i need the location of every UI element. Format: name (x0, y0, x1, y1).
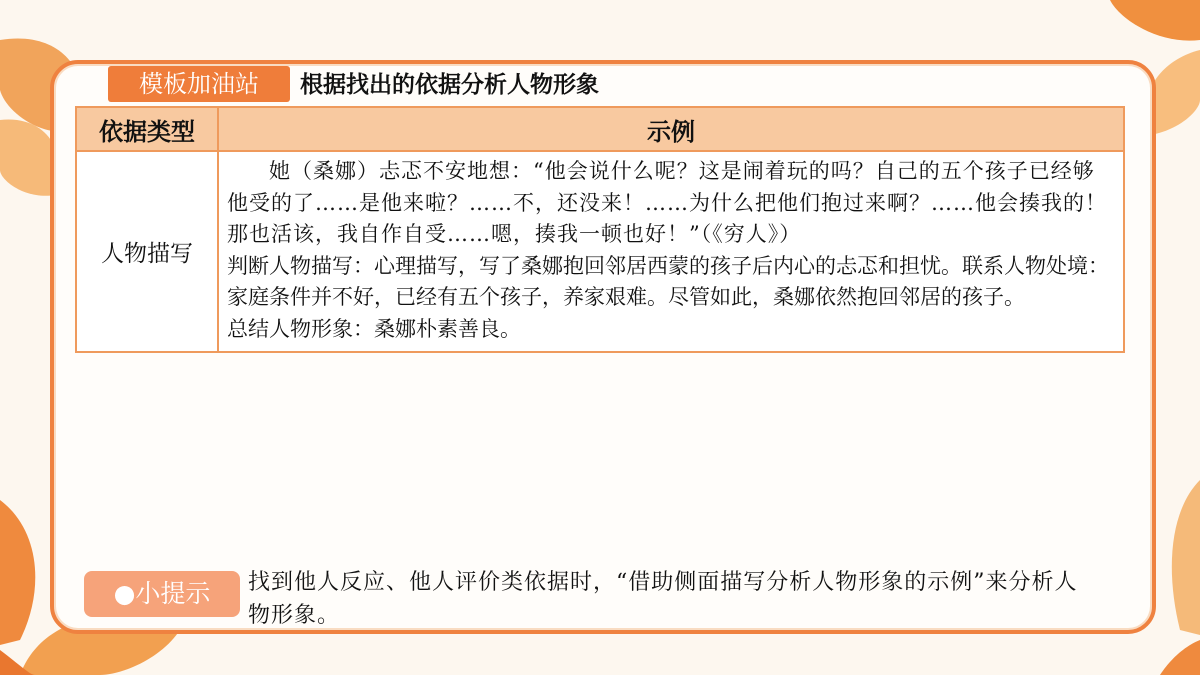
example-cell (218, 151, 1124, 352)
example-quote: 她（桑娜）忐忑不安地想：“他会说什么呢？这是闹着玩的吗？自己的五个孩子已经够他受的了……是他来啦？……不，还没来！……为什么把他们抱过来啊？……他会揍我的！那也活该，我自作自受……嗯，揍我一顿也好！”（《穷人》） (227, 159, 1107, 246)
tip-badge: ●小提示 (84, 571, 240, 617)
table-row (76, 151, 1124, 352)
type-cell: 人物描写 (76, 151, 218, 352)
example-summary: 总结人物形象：桑娜朴素善良。 (227, 316, 521, 341)
page-title: 根据找出的依据分析人物形象 (300, 72, 599, 98)
section-badge: 模板加油站 (108, 66, 290, 102)
column-header-type: 依据类型 (76, 107, 218, 151)
example-analysis: 判断人物描写：心理描写，写了桑娜抱回邻居西蒙的孩子后内心的忐忑和担忧。联系人物处境：家庭条件并不好，已经有五个孩子，养家艰难。尽管如此，桑娜依然抱回邻居的孩子。 (227, 253, 1109, 309)
column-header-example: 示例 (218, 107, 1124, 151)
tip-text: 找到他人反应、他人评价类依据时，“借助侧面描写分析人物形象的示例”来分析人物形象。 (248, 570, 1078, 628)
evidence-table (75, 106, 1125, 353)
table-header-row (76, 107, 1124, 151)
